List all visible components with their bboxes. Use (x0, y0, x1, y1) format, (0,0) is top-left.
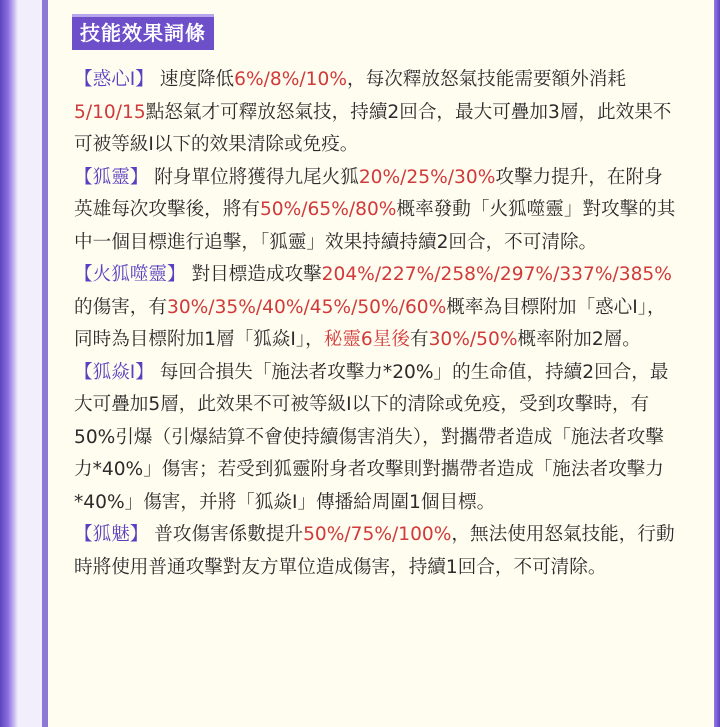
section-title: 技能效果詞條 (72, 14, 214, 50)
entry-huoxin (74, 64, 680, 162)
value-highlight: 50%/75%/100% (303, 524, 452, 545)
entry-huohushiling (74, 259, 680, 357)
value-highlight: 204%/227%/258%/297%/337%/385% (321, 264, 672, 285)
effect-text: 對目標造成攻擊 (185, 264, 322, 285)
effect-name: 【火狐噬靈】 (74, 264, 186, 285)
entry-huling (74, 162, 680, 260)
value-highlight: 50%/65%/80% (259, 199, 397, 220)
effect-text: 概率附加2層。 (517, 329, 641, 350)
skill-effect-list (74, 64, 680, 584)
value-highlight: 30%/50% (428, 329, 518, 350)
effect-text: 有 (409, 329, 429, 350)
effect-text: 普攻傷害係數提升 (148, 524, 304, 545)
entry-huyan (74, 357, 680, 520)
effect-text: 概率為目標附加「惑心Ⅰ」，同時為目標附加1層「狐焱Ⅰ」， (74, 296, 666, 350)
effect-text: 每回合損失「施法者攻擊力*20%」的生命值，持續2回合，最大可疊加5層，此效果不可被等級Ⅰ以下的清除或免疫，受到攻擊時，有50%引爆（引爆結算不會使持續傷害消失），對攜帶者造成「施法者攻擊力*40%」傷害；若受到狐靈附身者攻擊則對攜帶者造成「施法者攻擊力*40%」傷害，并將「狐焱Ⅰ」傳播給周圍1個目標。 (74, 361, 669, 513)
value-highlight: 6%/8%/10% (234, 69, 348, 90)
effect-name: 【惑心Ⅰ】 (74, 69, 154, 90)
value-highlight: 20%/25%/30% (358, 166, 496, 188)
effect-text: ，無法使用怒氣技能，行動時將使用普通攻擊對友方單位造成傷害，持續1回合，不可清除。 (74, 524, 675, 578)
value-highlight: 秘靈6星後 (323, 329, 410, 350)
effect-name: 【狐靈】 (74, 166, 149, 188)
effect-name: 【狐焱Ⅰ】 (74, 361, 154, 383)
effect-text: 的傷害，有 (74, 296, 167, 318)
effect-text: 速度降低 (153, 69, 235, 90)
effect-text: 點怒氣才可釋放怒氣技，持續2回合，最大可疊加3層，此效果不可被等級Ⅰ以下的效果清除或免疫。 (74, 101, 672, 155)
effect-text: 附身單位將獲得九尾火狐 (148, 166, 359, 188)
effect-text: ，每次釋放怒氣技能需要額外消耗 (347, 69, 626, 90)
value-highlight: 30%/35%/40%/45%/50%/60% (166, 296, 447, 318)
value-highlight: 5/10/15 (74, 101, 146, 123)
effect-text: 攻擊力提升，在附身英雄每次攻擊後，將有 (74, 166, 663, 220)
effect-name: 【狐魅】 (74, 524, 149, 545)
entry-humei (74, 519, 680, 584)
effect-text: 概率發動「火狐噬靈」對攻擊的其中一個目標進行追擊，「狐靈」效果持續持續2回合，不可清除。 (74, 199, 676, 253)
